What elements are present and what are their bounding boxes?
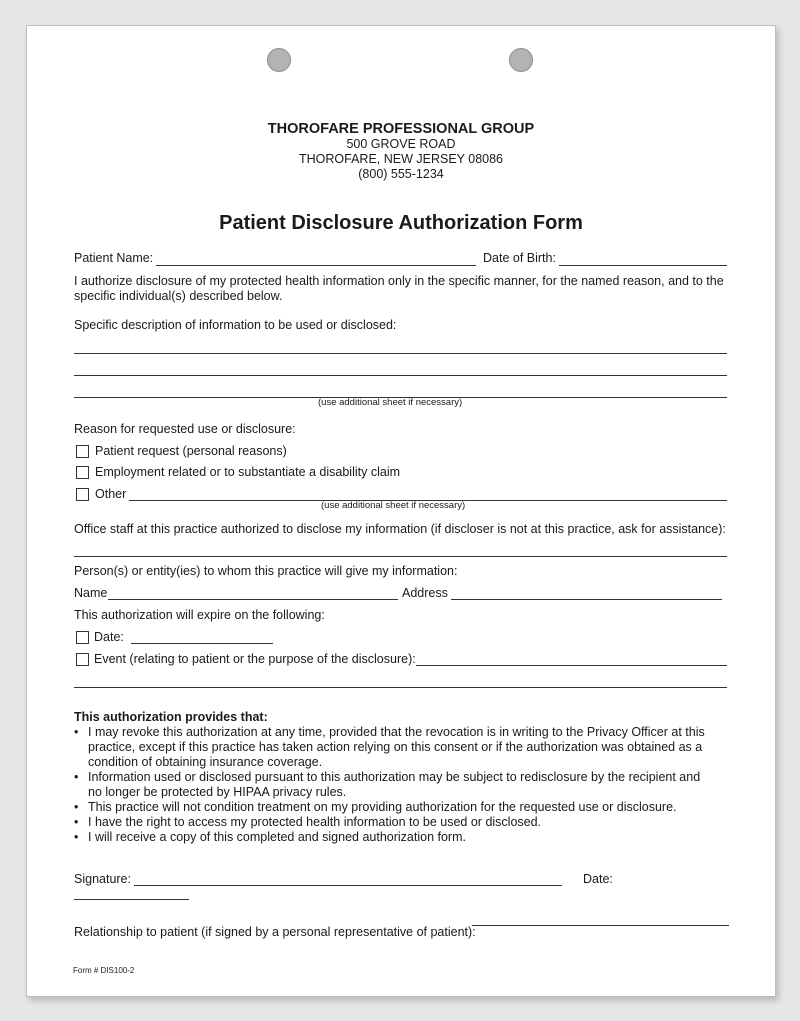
reason-option-employment: Employment related or to substantiate a disability claim [95,465,401,479]
name-label: Name [74,586,108,600]
expire-event-line-2[interactable] [74,673,727,688]
phone: (800) 555-1234 [358,167,444,181]
expire-event-label: Event (relating to patient or the purpose of the disclosure): [94,652,416,666]
bullet: • [74,830,79,844]
other-reason-line[interactable] [129,486,727,501]
checkbox-expire-date[interactable] [76,631,89,644]
bullet: • [74,815,79,829]
description-line-2[interactable] [74,361,727,376]
provision-text: I may revoke this authorization at any time, provided that the revocation is in writing to the Privacy Officer at this practice, except if this practice has taken action relying on this consent or if the authorization was obtained as a condition of obtaining insurance coverage. [88,725,705,769]
persons-label: Person(s) or entity(ies) to whom this practice will give my information: [74,564,458,578]
provision-item [74,770,714,800]
punch-hole-right [509,48,533,72]
checkbox-expire-event[interactable] [76,653,89,666]
provision-text: This practice will not condition treatment on my providing authorization for the requested use or disclosure. [88,800,677,814]
patient-name-line[interactable] [156,251,476,266]
punch-hole-left [267,48,291,72]
additional-sheet-note-2: (use additional sheet if necessary) [321,500,466,511]
provision-item [74,725,714,770]
bullet: • [74,725,79,739]
recipient-address-line[interactable] [451,585,722,600]
provisions-heading: This authorization provides that: [74,710,268,724]
provisions-list [74,725,714,845]
office-staff-label: Office staff at this practice authorized to disclose my information (if discloser is not at this practice, ask for assistance): [74,522,726,536]
form-number: Form # DIS100-2 [73,966,135,975]
bullet: • [74,770,79,784]
additional-sheet-note-1: (use additional sheet if necessary) [318,397,463,408]
authorize-text: I authorize disclosure of my protected health information only in the specific manner, for the named reason, and to the specific individual(s) described below. [74,274,724,303]
office-staff-line[interactable] [74,542,727,557]
provision-text: I have the right to access my protected health information to be used or disclosed. [88,815,542,829]
recipient-name-line[interactable] [108,585,398,600]
checkbox-patient-request[interactable] [76,445,89,458]
form-title: Patient Disclosure Authorization Form [219,212,583,234]
reason-option-other: Other [95,487,127,501]
expire-label: This authorization will expire on the following: [74,608,325,622]
reason-label: Reason for requested use or disclosure: [74,422,296,436]
provision-text: Information used or disclosed pursuant to this authorization may be subject to redisclosure by the recipient and no longer be protected by HIPAA privacy rules. [88,770,701,799]
signature-date-line[interactable] [74,885,189,900]
signature-line[interactable] [134,871,562,886]
form-sheet [26,25,776,997]
dob-label: Date of Birth: [483,251,556,265]
relationship-label: Relationship to patient (if signed by a personal representative of patient): [74,925,476,939]
address-line1: 500 GROVE ROAD [346,137,456,151]
dob-line[interactable] [559,251,727,266]
reason-option-patient-request: Patient request (personal reasons) [95,444,287,458]
expire-event-line[interactable] [416,651,727,666]
expire-date-label: Date: [94,630,124,644]
provision-text: I will receive a copy of this completed and signed authorization form. [88,830,466,844]
signature-date-label: Date: [583,872,613,886]
address-label: Address [402,586,448,600]
checkbox-other[interactable] [76,488,89,501]
description-line-1[interactable] [74,339,727,354]
provision-item [74,800,714,815]
description-label: Specific description of information to be used or disclosed: [74,318,397,332]
checkbox-employment[interactable] [76,466,89,479]
address-line2: THOROFARE, NEW JERSEY 08086 [299,152,503,166]
relationship-line[interactable] [472,911,729,926]
expire-date-line[interactable] [131,629,273,644]
provision-item [74,815,714,830]
provision-item [74,830,714,845]
patient-name-label: Patient Name: [74,251,154,265]
signature-label: Signature: [74,872,131,886]
description-line-3[interactable] [74,383,727,398]
org-name: THOROFARE PROFESSIONAL GROUP [267,121,535,137]
bullet: • [74,800,79,814]
